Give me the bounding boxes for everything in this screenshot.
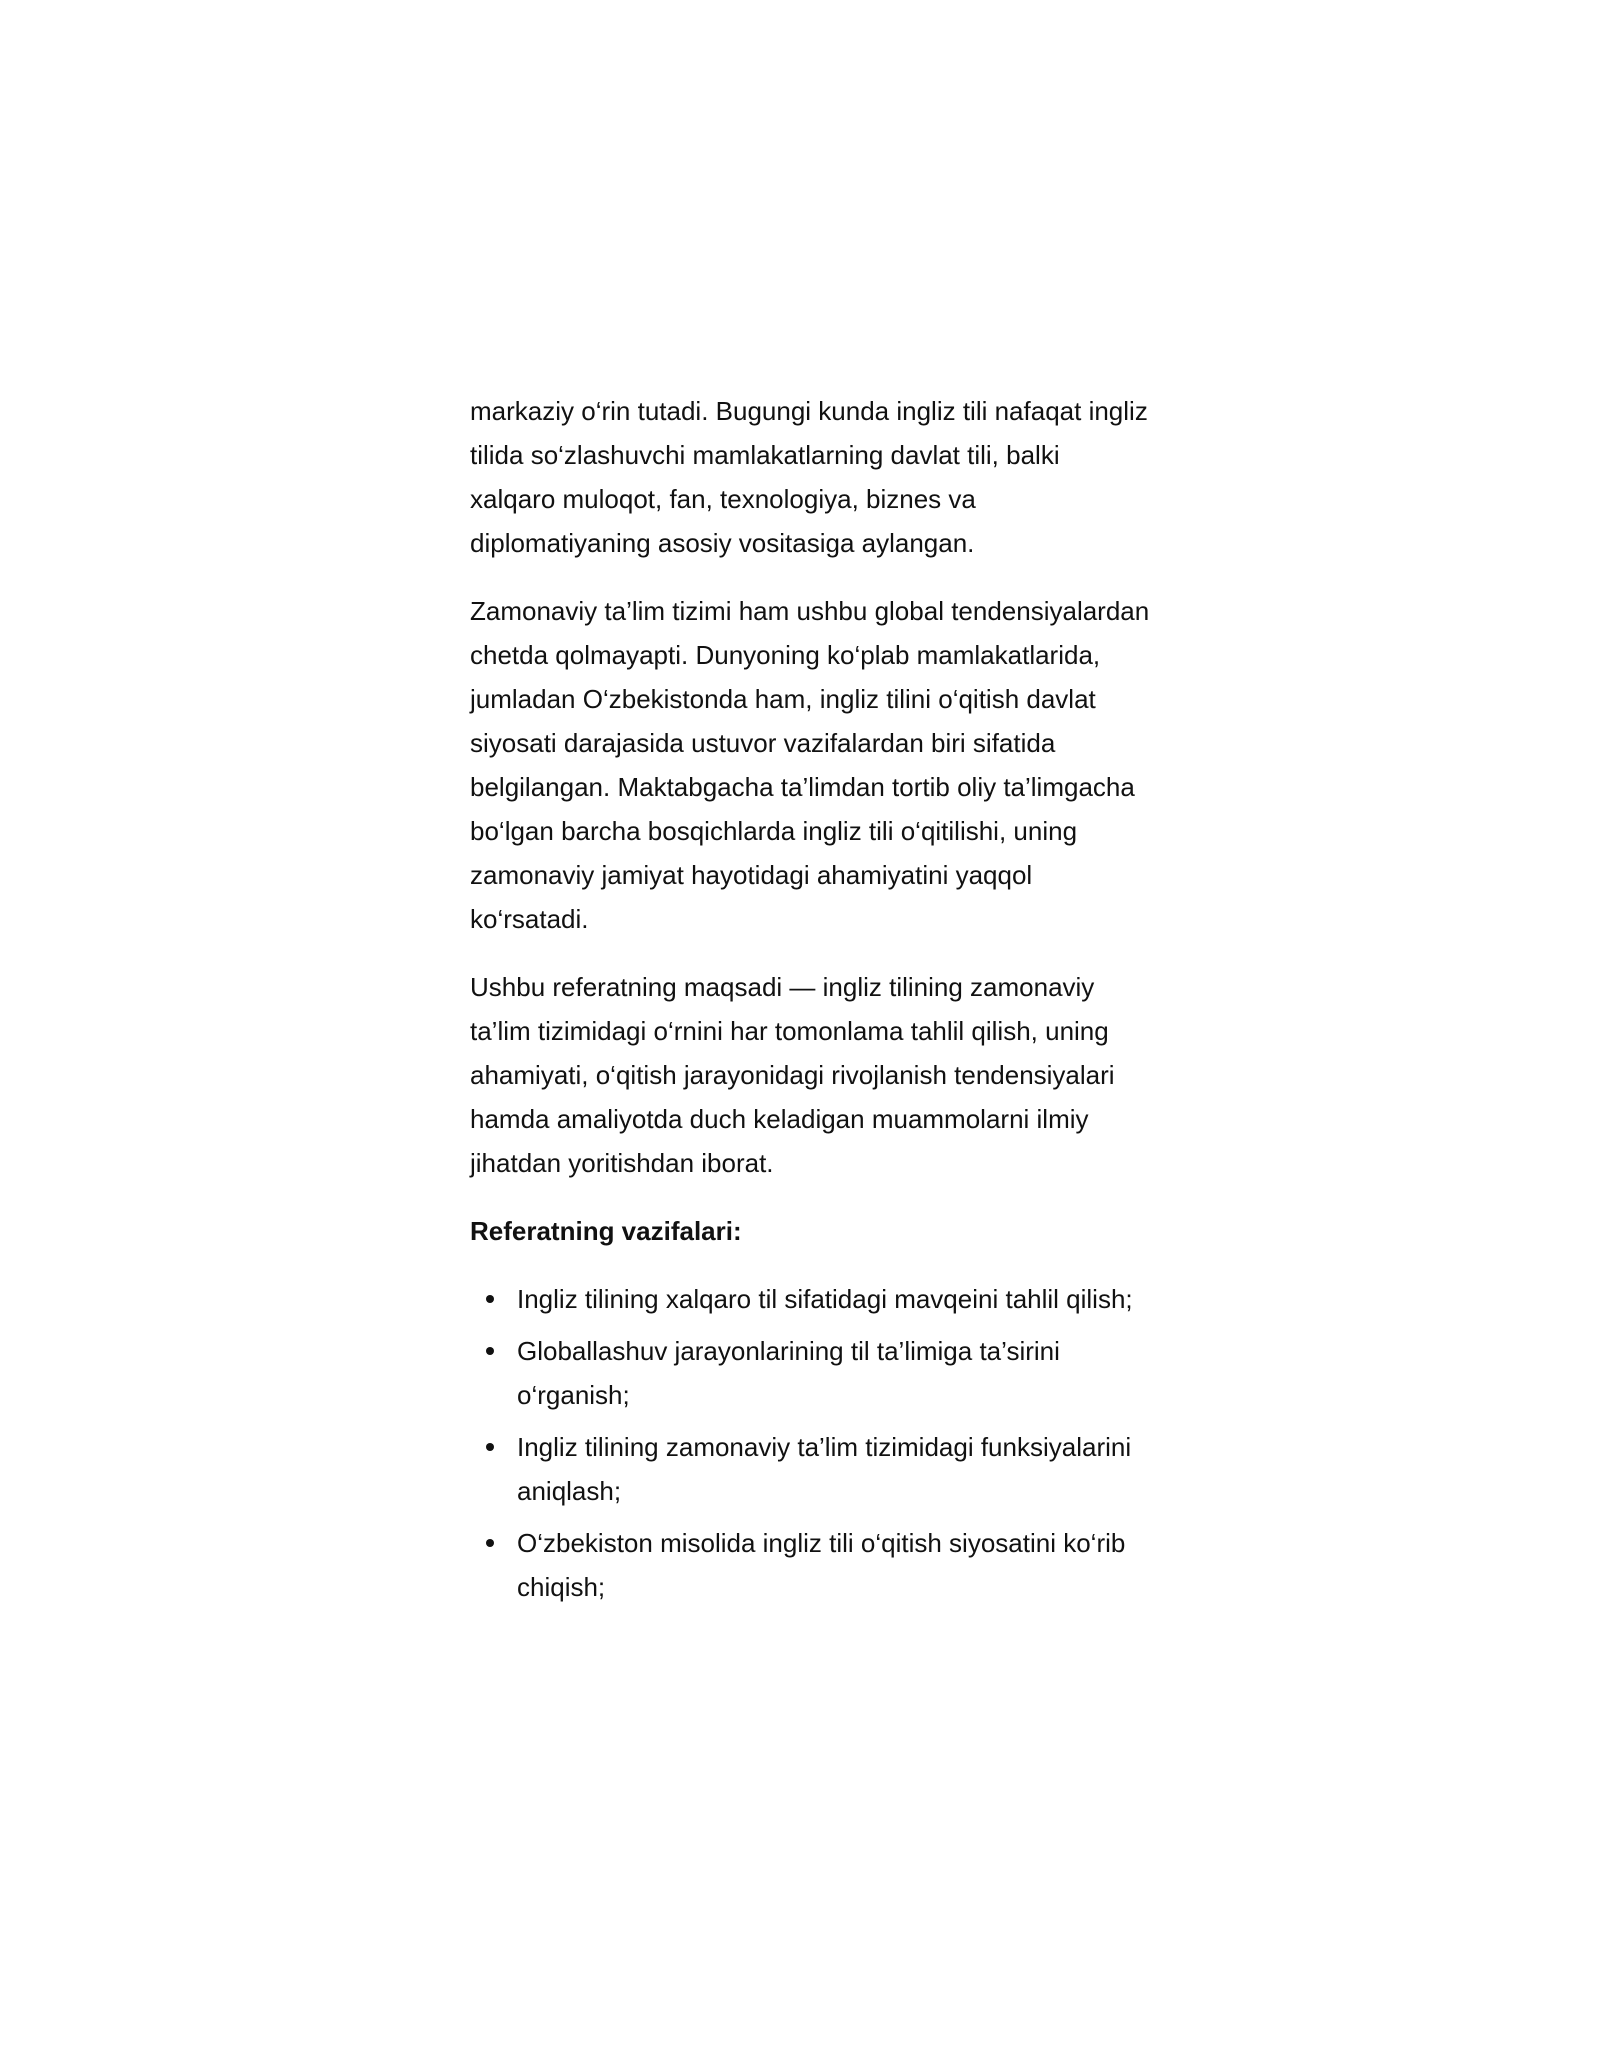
list-item: Ingliz tilining zamonaviy ta’lim tizimidagi funksiyalarini aniqlash; xyxy=(517,1425,1150,1513)
paragraph-intro-continuation: markaziy o‘rin tutadi. Bugungi kunda ingliz tili nafaqat ingliz tilida so‘zlashuvchi mamlakatlarning davlat tili, balki xalqaro muloqot, fan, texnologiya, biznes va diplomatiyaning asosiy vositasiga aylangan. xyxy=(470,396,1148,558)
list-item: O‘zbekiston misolida ingliz tili o‘qitish siyosatini ko‘rib chiqish; xyxy=(517,1521,1150,1609)
paragraph-education-system: Zamonaviy ta’lim tizimi ham ushbu global tendensiyalardan chetda qolmayapti. Dunyoning ko‘plab mamlakatlarida, jumladan O‘zbekistonda ham, ingliz tilini o‘qitish davlat siyosati darajasida ustuvor vazifalardan biri sifatida belgilangan. Maktabgacha ta’limdan tortib oliy ta’limgacha bo‘lgan barcha bosqichlarda ingliz tili o‘qitilishi, uning zamonaviy jamiyat hayotidagi ahamiyatini yaqqol ko‘rsatadi. xyxy=(470,596,1150,934)
list-item: Ingliz tilining xalqaro til sifatidagi mavqeini tahlil qilish; xyxy=(517,1277,1150,1321)
paragraph-purpose: Ushbu referatning maqsadi — ingliz tilining zamonaviy ta’lim tizimidagi o‘rnini har tomonlama tahlil qilish, uning ahamiyati, o‘qitish jarayonidagi rivojlanish tendensiyalari hamda amaliyotda duch keladigan muammolarni ilmiy jihatdan yoritishdan iborat. xyxy=(470,972,1115,1178)
tasks-list xyxy=(470,1277,1150,1609)
tasks-heading: Referatning vazifalari: xyxy=(470,1216,742,1246)
document-page xyxy=(470,389,1150,1617)
list-item: Globallashuv jarayonlarining til ta’limiga ta’sirini o‘rganish; xyxy=(517,1329,1150,1417)
